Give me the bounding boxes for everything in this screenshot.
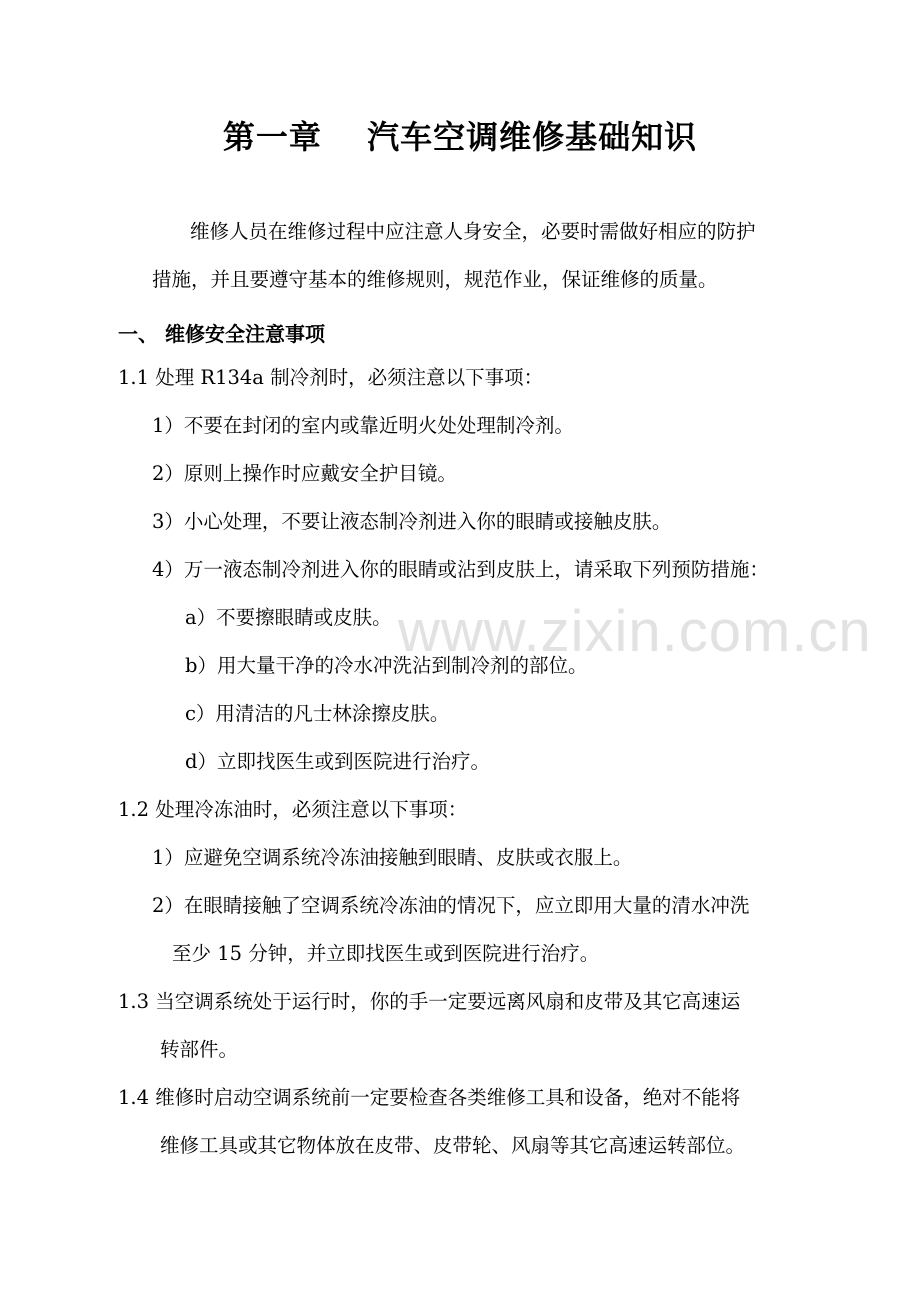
- intro-line: 维修人员在维修过程中应注意人身安全，必要时需做好相应的防护: [190, 220, 756, 243]
- list-item: 4）万一液态制冷剂进入你的眼睛或沾到皮肤上，请采取下列预防措施：: [152, 558, 769, 581]
- subsection-line: 1.4 维修时启动空调系统前一定要检查各类维修工具和设备，绝对不能将: [118, 1086, 741, 1109]
- sub-list-item: d）立即找医生或到医院进行治疗。: [185, 750, 490, 773]
- intro-line: 措施，并且要遵守基本的维修规则，规范作业，保证维修的质量。: [152, 268, 718, 291]
- sub-list-item: a）不要擦眼睛或皮肤。: [185, 606, 392, 629]
- sub-list-item: c）用清洁的凡士林涂擦皮肤。: [185, 702, 450, 725]
- subsection-continuation: 转部件。: [160, 1038, 239, 1061]
- list-item: 2）在眼睛接触了空调系统冷冻油的情况下，应立即用大量的清水冲洗: [152, 894, 750, 917]
- subsection-line: 1.2 处理冷冻油时，必须注意以下事项：: [118, 798, 468, 821]
- chapter-title: 第一章 汽车空调维修基础知识: [222, 118, 698, 156]
- section-heading: 一、 维修安全注意事项: [118, 322, 325, 346]
- list-item: 3）小心处理，不要让液态制冷剂进入你的眼睛或接触皮肤。: [152, 510, 672, 533]
- subsection-line: 1.3 当空调系统处于运行时，你的手一定要远离风扇和皮带及其它高速运: [118, 990, 741, 1013]
- list-item: 1）不要在封闭的室内或靠近明火处处理制冷剂。: [152, 414, 574, 437]
- subsection-continuation: 维修工具或其它物体放在皮带、皮带轮、风扇等其它高速运转部位。: [160, 1134, 746, 1157]
- watermark: www.zixin.com.cn: [398, 599, 872, 664]
- list-item-continuation: 至少 15 分钟，并立即找医生或到医院进行治疗。: [172, 942, 600, 965]
- list-item: 1）应避免空调系统冷冻油接触到眼睛、皮肤或衣服上。: [152, 846, 633, 869]
- subsection-line: 1.1 处理 R134a 制冷剂时，必须注意以下事项：: [118, 366, 544, 389]
- sub-list-item: b）用大量干净的冷水冲洗沾到制冷剂的部位。: [185, 654, 588, 677]
- list-item: 2）原则上操作时应戴安全护目镜。: [152, 462, 457, 485]
